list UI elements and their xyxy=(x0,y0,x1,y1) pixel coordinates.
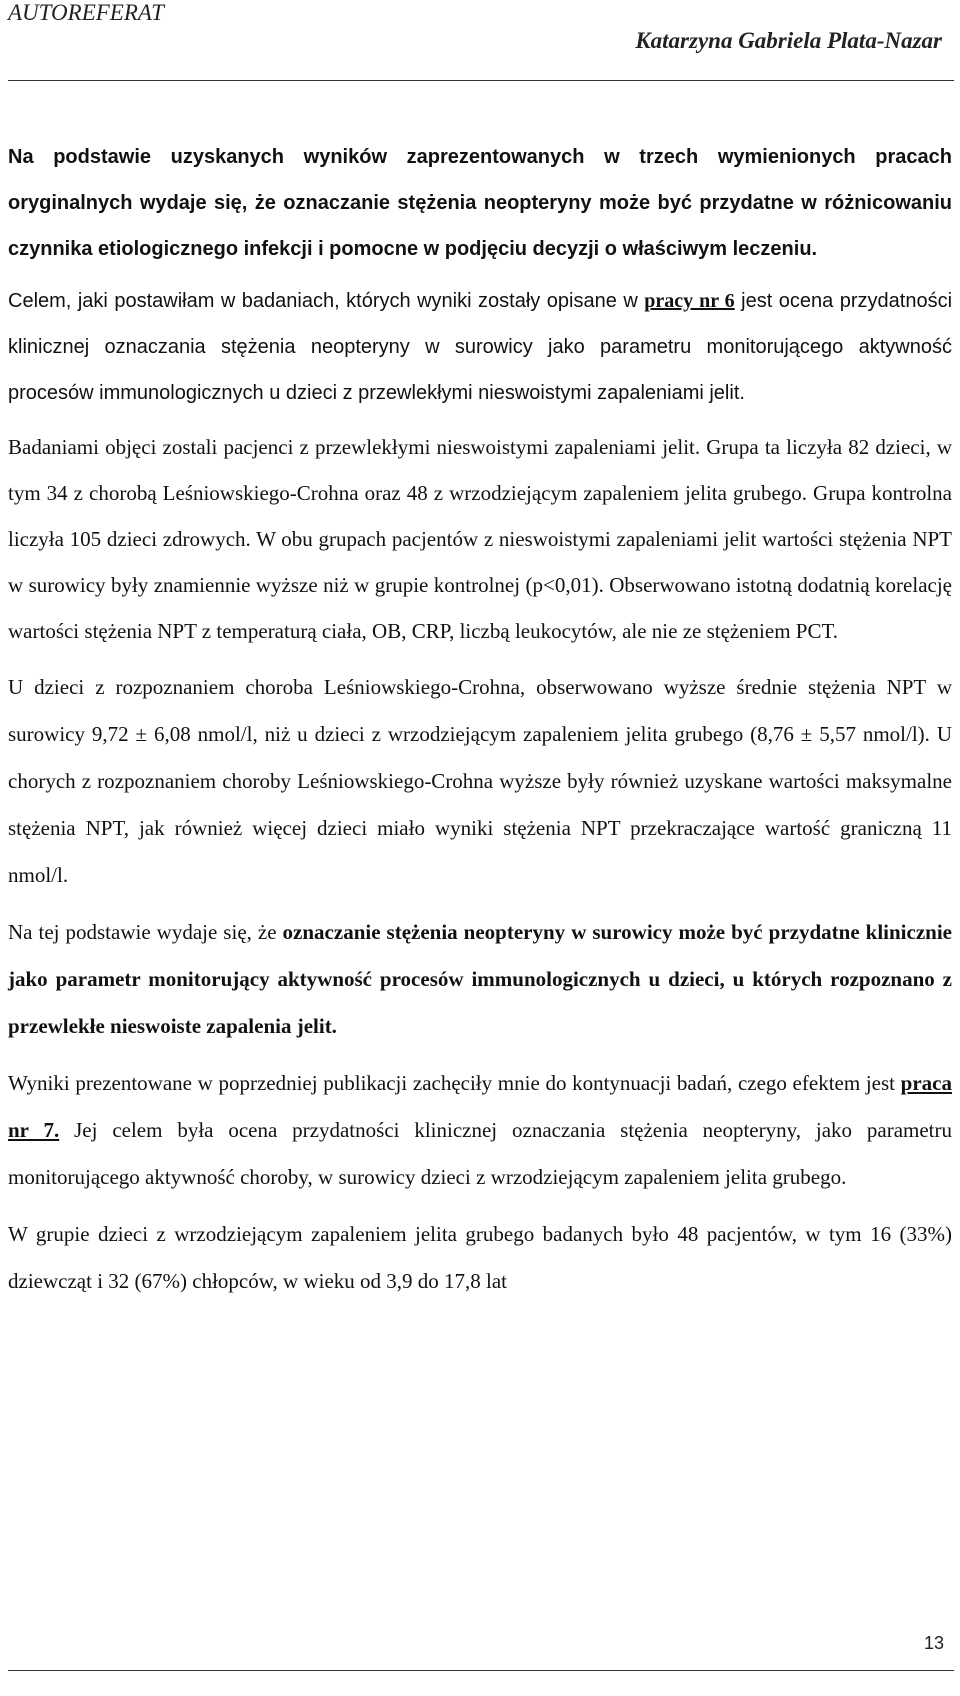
header-doc-type: AUTOREFERAT xyxy=(8,0,164,25)
page-number: 13 xyxy=(923,1633,944,1653)
paragraph-conclusion xyxy=(8,909,952,1050)
header-author: Katarzyna Gabriela Plata-Nazar xyxy=(635,28,942,53)
paragraph-aim-work-7 xyxy=(8,1060,952,1201)
paragraph-study-groups: Badaniami objęci zostali pacjenci z przewlekłymi nieswoistymi zapaleniami jelit. Grupa ta liczyła 82 dzieci, w tym 34 z chorobą Leśniowskiego-Crohna oraz 48 z wrzodziejącym zapaleniem jelita grubego. Grupa kontrolna liczyła 105 dzieci zdrowych. W obu grupach pacjentów z nieswoistymi zapaleniami jelit wartości stężenia NPT w surowicy były znamiennie wyższe niż w grupie kontrolnej (p<0,01). Obserwowano istotną dodatnią korelację wartości stężenia NPT z temperaturą ciała, OB, CRP, liczbą leukocytów, ale nie ze stężeniem PCT. xyxy=(8,435,952,643)
conclusion-bold: oznaczanie stężenia neopteryny w surowicy może być przydatne klinicznie jako parametr monitorujący aktywność procesów immunologicznych u dzieci, u których rozpoznano z przewlekłe nieswoiste zapalenia jelit. xyxy=(8,920,952,1038)
paragraph-summary: Na podstawie uzyskanych wyników zaprezentowanych w trzech wymienionych pracach oryginalnych wydaje się, że oznaczanie stężenia neopteryny może być przydatne w różnicowaniu czynnika etiologicznego infekcji i pomocne w podjęciu decyzji o właściwym leczeniu. xyxy=(8,146,952,260)
footer-rule xyxy=(8,1670,954,1671)
text-segment: Wyniki prezentowane w poprzedniej publikacji zachęciły mnie do kontynuacji badań, czego efektem jest xyxy=(8,1071,901,1095)
paragraph-crohn-results: U dzieci z rozpoznaniem choroba Leśniowskiego-Crohna, obserwowano wyższe średnie stężenia NPT w surowicy 9,72 ± 6,08 nmol/l, niż u dzieci z wrzodziejącym zapaleniem jelita grubego (8,76 ± 5,57 nmol/l). U chorych z rozpoznaniem choroby Leśniowskiego-Crohna wyższe były również uzyskane wartości maksymalne stężenia NPT, jak również więcej dzieci miało wyniki stężenia NPT przekraczające wartość graniczną 11 nmol/l. xyxy=(8,675,952,887)
document-body xyxy=(8,134,952,1315)
text-segment: Jej celem była ocena przydatności klinicznej oznaczania stężenia neopteryny, jako parametru monitorującego aktywność choroby, w surowicy dzieci z wrzodziejącym zapaleniem jelita grubego. xyxy=(8,1118,953,1189)
header-rule xyxy=(8,80,954,81)
text-segment: Celem, jaki postawiłam w badaniach, których wyniki zostały opisane w xyxy=(8,290,645,312)
ref-work-6: pracy nr 6 xyxy=(644,290,735,312)
ref-work-7: praca nr 7. xyxy=(8,1071,952,1142)
text-segment: jest ocena przydatności klinicznej oznaczania stężenia neopteryny w surowicy jako parametru monitorującego aktywność procesów immunologicznych u dzieci z przewlekłymi nieswoistymi zapaleniami jelit. xyxy=(8,290,953,404)
paragraph-uc-group: W grupie dzieci z wrzodziejącym zapaleniem jelita grubego badanych było 48 pacjentów, w tym 16 (33%) dziewcząt i 32 (67%) chłopców, w wieku od 3,9 do 17,8 lat xyxy=(8,1222,952,1293)
paragraph-aim-work-6 xyxy=(8,278,952,416)
text-segment: Na tej podstawie wydaje się, że xyxy=(8,920,283,944)
